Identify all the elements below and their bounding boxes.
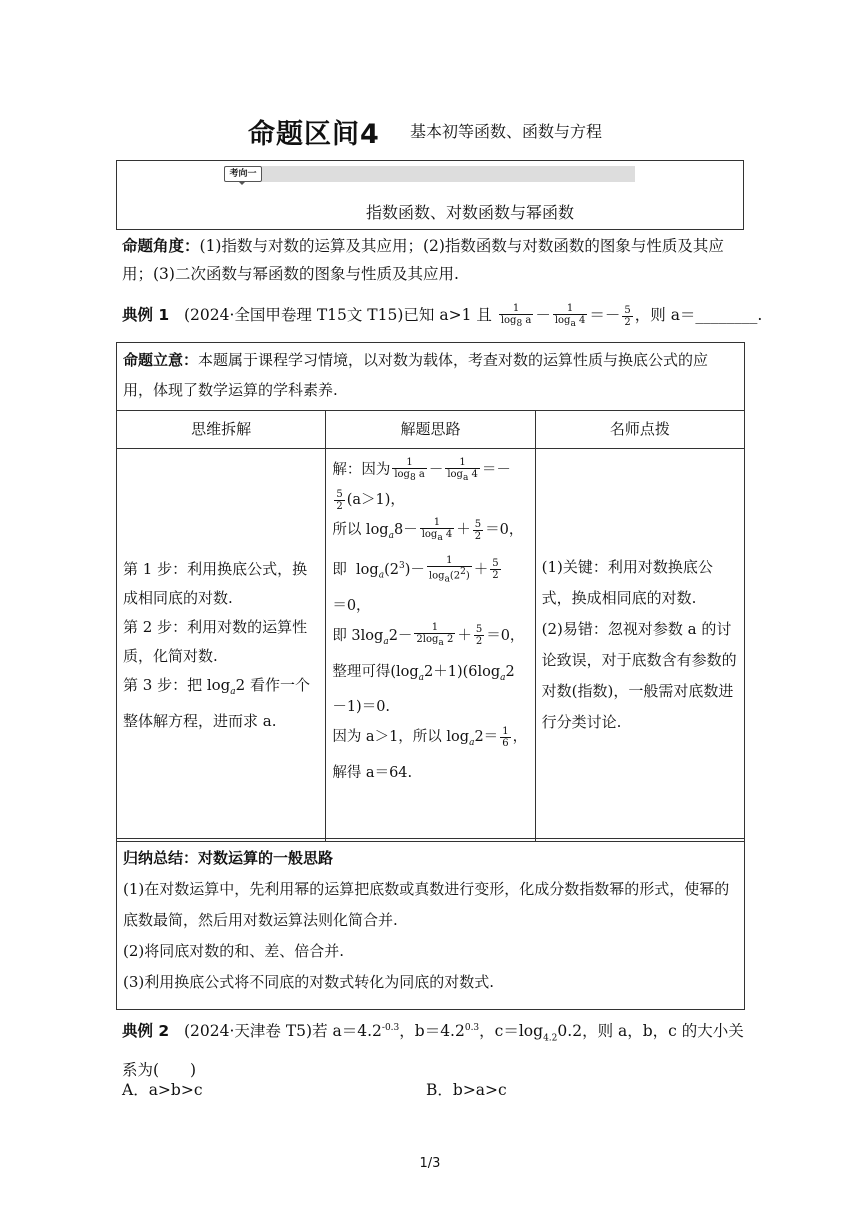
solution-line-2: $\frac{5}{2}$ (a＞1)， — [336, 488, 405, 512]
example1-line: 典例 1 (2024·全国甲卷理 T15文 T15)已知 a>1 且 $\frac{1}{\log_8 a}$ － $\frac{1}{\log_a 4}$ ＝－ $\frac{5}{2}$ ，则 a＝________. — [122, 302, 763, 329]
example2-label: 典例 2 — [122, 1022, 170, 1041]
page-title: 命题区间4 — [248, 119, 380, 150]
summary-item-2: (2)将同底对数的和、差、倍合并. — [123, 942, 345, 960]
section-bar — [262, 166, 635, 182]
step-3: 第 3 步：把 $\log_a2$ 看作一个整体解方程，进而求 a. — [123, 675, 310, 730]
fraction-2: $\frac{1}{\log_a 4}$ — [554, 302, 586, 329]
intent-text: 本题属于课程学习情境，以对数为载体，考查对数的运算性质与换底公式的应用，体现了数学运算的学科素养. — [123, 351, 709, 399]
steps-cell — [117, 449, 326, 842]
option-b[interactable]: B．b>a>c — [426, 1081, 507, 1099]
section-title: 指数函数、对数函数与幂函数 — [365, 203, 574, 222]
solution-line-3: 所以 $\log_a8-$ $\frac{1}{\log_a 4}$ ＋ $\frac{5}{2}$ ＝0， — [332, 516, 524, 543]
section-tag: 考向一 — [224, 166, 262, 182]
solution-line-1: 解：因为 $\frac{1}{\log_8 a}$ － $\frac{1}{\log_a 4}$ ＝－ — [332, 456, 511, 483]
example2-paragraph: 典例 2 (2024·天津卷 T5)若 $a=4.2^{-0.3}$，$b=4.2^{0.3}$，$c=\log_{4.2}0.2$，则 a，b，c 的大小关系为( ) — [122, 1022, 744, 1080]
example1-source: (2024·全国甲卷理 T15文 T15) — [183, 306, 404, 324]
solution-line-6: 即 $3\log_a2-$ $\frac{1}{2\log_a 2}$ ＋ $\frac{5}{2}$ ＝0， — [332, 622, 525, 649]
page-subtitle: 基本初等函数、函数与方程 — [410, 122, 603, 141]
fraction-3: $\frac{5}{2}$ — [624, 304, 631, 328]
solution-cell — [326, 449, 535, 842]
column-header-thinking: 思维拆解 — [117, 411, 326, 449]
angle-paragraph — [122, 232, 747, 288]
column-header-solution: 解题思路 — [326, 411, 535, 449]
fraction-1: $\frac{1}{\log_8 a}$ — [500, 302, 532, 329]
example1-text-a: 已知 a>1 且 — [403, 306, 492, 324]
summary-title: 归纳总结：对数运算的一般思路 — [123, 849, 334, 867]
solution-line-4: 即 $\log_a(2^3)-$ $\frac{1}{\log_a(2^2)}$ ＋ $\frac{5}{2}$ — [332, 554, 499, 584]
tips-cell — [535, 449, 744, 842]
solution-line-5: ＝0， — [332, 597, 371, 614]
solution-line-7: 整理可得$(\log_a2+1)(6\log_a2$ — [332, 663, 515, 683]
step-1: 第 1 步：利用换底公式，换成相同底的对数. — [123, 559, 308, 607]
example1-label: 典例 1 — [122, 306, 170, 324]
tip-2: (2)易错：忽视对参数 a 的讨论致误，对于底数含有参数的对数(指数)，一般需对底数进行分类讨论. — [541, 620, 737, 731]
column-header-tips: 名师点拨 — [535, 411, 744, 449]
page-number: 1/3 — [419, 1156, 441, 1171]
summary-item-1: (1)在对数运算中，先利用幂的运算把底数或真数进行变形，化成分数指数幂的形式，使幂的底数最简，然后用对数运算法则化简合并. — [123, 880, 730, 929]
summary-box — [116, 838, 745, 1010]
section-tag-arrow-icon — [238, 181, 246, 185]
angle-label: 命题角度： — [122, 237, 200, 255]
step-2: 第 2 步：利用对数的运算性质，化简对数. — [123, 617, 308, 665]
summary-item-3: (3)利用换底公式将不同底的对数式转化为同底的对数式. — [123, 973, 495, 991]
example1-text-b: ，则 a＝________. — [634, 306, 763, 324]
solution-line-9: 因为 a＞1，所以 $\log_a2=$ $\frac{1}{6}$ ， — [332, 725, 528, 749]
tip-1: (1)关键：利用对数换底公式，换成相同底的对数. — [541, 558, 713, 607]
intent-box — [116, 342, 745, 410]
option-a[interactable]: A．a>b>c — [122, 1081, 203, 1099]
solution-line-10: 解得 a＝64. — [332, 765, 413, 782]
example2-source: (2024·天津卷 T5) — [183, 1022, 313, 1041]
solution-line-8: －1)＝0. — [332, 699, 391, 716]
intent-label: 命题立意： — [123, 351, 199, 369]
analysis-table — [116, 410, 745, 842]
angle-text: (1)指数与对数的运算及其应用；(2)指数函数与对数函数的图象与性质及其应用；(3)二次函数与幂函数的图象与性质及其应用. — [122, 237, 724, 283]
